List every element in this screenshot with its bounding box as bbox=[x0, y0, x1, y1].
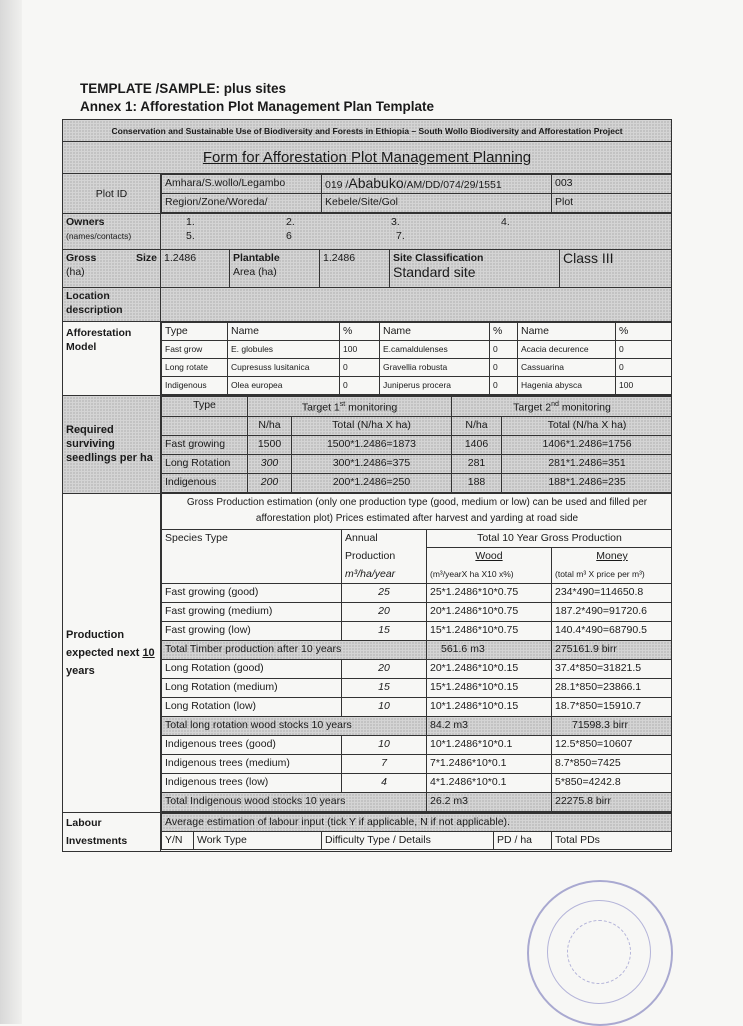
req-cell[interactable]: 200*1.2486=250 bbox=[292, 473, 452, 492]
aff-cell: Indigenous bbox=[162, 377, 228, 395]
aff-cell[interactable]: Juniperus procera bbox=[380, 377, 490, 395]
aff-cell[interactable]: 0 bbox=[490, 377, 518, 395]
req-cell: Indigenous bbox=[162, 473, 248, 492]
production-note: Gross Production estimation (only one production type (good, medium or low) can be used and filled per afforestation plot) Prices estimated after harvest and yarding at road side bbox=[162, 494, 672, 530]
aff-h-pct1: % bbox=[340, 323, 380, 341]
aff-cell[interactable]: 0 bbox=[340, 377, 380, 395]
aff-cell[interactable]: 0 bbox=[616, 341, 672, 359]
prod-annual[interactable]: 20 bbox=[342, 603, 427, 622]
prod-species: Long Rotation (low) bbox=[162, 698, 342, 717]
afforestation-row bbox=[162, 359, 672, 377]
production-row bbox=[162, 584, 672, 603]
prod-total-money[interactable]: 275161.9 birr bbox=[552, 641, 672, 660]
aff-h-type: Type bbox=[162, 323, 228, 341]
labour-col-work: Work Type bbox=[194, 832, 322, 850]
required-label: Required surviving seedlings per ha bbox=[63, 396, 161, 494]
aff-cell[interactable]: E.camaldulenses bbox=[380, 341, 490, 359]
production-label-num: 10 bbox=[142, 646, 155, 659]
production-row bbox=[162, 774, 672, 793]
plot-id-label: Plot ID bbox=[63, 174, 161, 214]
owners-label-cell bbox=[63, 214, 161, 250]
aff-cell[interactable]: Gravellia robusta bbox=[380, 359, 490, 377]
target1-sup: st bbox=[339, 401, 346, 408]
prod-money[interactable]: 37.4*850=31821.5 bbox=[552, 660, 672, 679]
annual-header-a: Annual bbox=[342, 530, 427, 548]
plantable-label: Plantable bbox=[233, 252, 280, 264]
aff-cell[interactable]: Acacia decurence bbox=[518, 341, 616, 359]
kebele-label: Kebele/Site/Gol bbox=[322, 194, 552, 213]
prod-species: Fast growing (good) bbox=[162, 584, 342, 603]
wood-sub-header: (m³/yearX ha X10 x%) bbox=[427, 566, 552, 584]
site-class-value: Standard site bbox=[393, 264, 476, 280]
annual-header-b: Production bbox=[342, 548, 427, 566]
annual-header-c: m³/ha/year bbox=[342, 566, 427, 584]
stamp-center bbox=[567, 920, 631, 984]
aff-h-pct2: % bbox=[490, 323, 518, 341]
aff-cell[interactable]: 100 bbox=[340, 341, 380, 359]
labour-label-a: Labour bbox=[66, 817, 102, 829]
prod-total-wood[interactable]: 26.2 m3 bbox=[427, 793, 552, 812]
prod-total-label: Total Timber production after 10 years bbox=[162, 641, 427, 660]
prod-wood[interactable]: 15*1.2486*10*0.75 bbox=[427, 622, 552, 641]
money-sub-header: (total m³ X price per m³) bbox=[552, 566, 672, 584]
template-sample-title: TEMPLATE /SAMPLE: plus sites bbox=[80, 81, 287, 96]
production-row bbox=[162, 679, 672, 698]
plantable-sublabel: Area (ha) bbox=[233, 266, 277, 278]
production-label bbox=[63, 493, 161, 813]
region-label: Region/Zone/Woreda/ bbox=[162, 194, 322, 213]
afforestation-header-row bbox=[162, 323, 672, 341]
gross-label-b: Size bbox=[135, 252, 157, 264]
official-stamp bbox=[527, 880, 673, 1026]
gross-size-label bbox=[63, 250, 161, 288]
aff-h-name3: Name bbox=[518, 323, 616, 341]
prod-total-money[interactable]: 71598.3 birr bbox=[552, 717, 672, 736]
production-label-a: Production expected next bbox=[66, 628, 140, 659]
prod-wood[interactable]: 4*1.2486*10*0.1 bbox=[427, 774, 552, 793]
afforestation-table bbox=[161, 322, 672, 395]
prod-wood[interactable]: 25*1.2486*10*0.75 bbox=[427, 584, 552, 603]
location-label: Location description bbox=[63, 288, 161, 322]
money-header: Money bbox=[552, 548, 672, 566]
aff-cell[interactable]: 0 bbox=[490, 359, 518, 377]
target2-prefix: Target 2 bbox=[513, 401, 552, 414]
plot-value[interactable]: 003 bbox=[552, 175, 672, 194]
owners-field[interactable] bbox=[161, 214, 672, 250]
target2-sup: nd bbox=[551, 401, 559, 408]
gross-label-a: Gross bbox=[66, 252, 97, 264]
page-edge-shadow bbox=[0, 0, 22, 1024]
req-cell[interactable]: 281*1.2486=351 bbox=[502, 454, 672, 473]
aff-cell[interactable]: 100 bbox=[616, 377, 672, 395]
labour-label-cell bbox=[63, 813, 161, 852]
aff-h-name2: Name bbox=[380, 323, 490, 341]
labour-note: Average estimation of labour input (tick Y if applicable, N if not applicable). bbox=[162, 814, 672, 832]
req-cell[interactable]: 281 bbox=[452, 454, 502, 473]
prod-wood[interactable]: 10*1.2486*10*0.1 bbox=[427, 736, 552, 755]
region-value[interactable]: Amhara/S.wollo/Legambo bbox=[162, 175, 322, 194]
required-row bbox=[162, 454, 672, 473]
aff-cell: Long rotate bbox=[162, 359, 228, 377]
req-cell[interactable]: 188 bbox=[452, 473, 502, 492]
prod-money[interactable]: 5*850=4242.8 bbox=[552, 774, 672, 793]
aff-h-name1: Name bbox=[228, 323, 340, 341]
aff-cell[interactable]: Cassuarina bbox=[518, 359, 616, 377]
req-cell[interactable]: 1500*1.2486=1873 bbox=[292, 435, 452, 454]
prod-species: Fast growing (medium) bbox=[162, 603, 342, 622]
total-header-1: Total (N/ha X ha) bbox=[292, 416, 452, 435]
prod-money[interactable]: 18.7*850=15910.7 bbox=[552, 698, 672, 717]
prod-species: Indigenous trees (low) bbox=[162, 774, 342, 793]
req-cell[interactable]: 300 bbox=[248, 454, 292, 473]
required-table bbox=[161, 396, 672, 493]
plot-id-table bbox=[161, 174, 672, 213]
prod-money[interactable]: 28.1*850=23866.1 bbox=[552, 679, 672, 698]
site-class-cell[interactable] bbox=[390, 250, 560, 288]
prod-wood[interactable]: 7*1.2486*10*0.1 bbox=[427, 755, 552, 774]
prod-money[interactable]: 234*490=114650.8 bbox=[552, 584, 672, 603]
labour-col-yn: Y/N bbox=[162, 832, 194, 850]
prod-annual[interactable]: 15 bbox=[342, 679, 427, 698]
target1-prefix: Target 1 bbox=[301, 401, 340, 414]
labour-col-pd: PD / ha bbox=[494, 832, 552, 850]
kebele-main: Ababuko bbox=[348, 175, 404, 191]
prod-annual[interactable]: 7 bbox=[342, 755, 427, 774]
prod-annual[interactable]: 10 bbox=[342, 736, 427, 755]
production-row bbox=[162, 755, 672, 774]
production-total-row bbox=[162, 717, 672, 736]
owner-5: 5. bbox=[186, 230, 195, 242]
document-header bbox=[80, 80, 434, 116]
production-row bbox=[162, 603, 672, 622]
req-cell[interactable]: 1500 bbox=[248, 435, 292, 454]
production-row bbox=[162, 698, 672, 717]
req-cell: Fast growing bbox=[162, 435, 248, 454]
plot-management-form bbox=[62, 119, 672, 852]
plantable-value[interactable]: 1.2486 bbox=[320, 250, 390, 288]
prod-wood[interactable]: 20*1.2486*10*0.75 bbox=[427, 603, 552, 622]
prod-total-wood[interactable]: 84.2 m3 bbox=[427, 717, 552, 736]
prod-wood[interactable]: 10*1.2486*10*0.15 bbox=[427, 698, 552, 717]
nha-header-1: N/ha bbox=[248, 416, 292, 435]
aff-cell[interactable]: 0 bbox=[340, 359, 380, 377]
prod-money[interactable]: 8.7*850=7425 bbox=[552, 755, 672, 774]
prod-annual[interactable]: 10 bbox=[342, 698, 427, 717]
prod-total-label: Total Indigenous wood stocks 10 years bbox=[162, 793, 427, 812]
aff-h-pct3: % bbox=[616, 323, 672, 341]
prod-annual[interactable]: 15 bbox=[342, 622, 427, 641]
prod-annual[interactable]: 25 bbox=[342, 584, 427, 603]
kebele-suffix: /AM/DD/074/29/1551 bbox=[403, 179, 502, 191]
owner-7: 7. bbox=[396, 230, 405, 242]
required-row bbox=[162, 435, 672, 454]
production-label-b: years bbox=[66, 664, 95, 677]
production-row bbox=[162, 660, 672, 679]
req-cell[interactable]: 1406 bbox=[452, 435, 502, 454]
total-10yr-header: Total 10 Year Gross Production bbox=[427, 530, 672, 548]
prod-total-label: Total long rotation wood stocks 10 years bbox=[162, 717, 427, 736]
production-total-row bbox=[162, 793, 672, 812]
prod-money[interactable]: 140.4*490=68790.5 bbox=[552, 622, 672, 641]
prod-annual[interactable]: 20 bbox=[342, 660, 427, 679]
form-title: Form for Afforestation Plot Management Planning bbox=[63, 142, 672, 174]
prod-species: Long Rotation (good) bbox=[162, 660, 342, 679]
species-header: Species Type bbox=[162, 530, 342, 548]
target2-header bbox=[452, 397, 672, 417]
gross-label-c: (ha) bbox=[66, 266, 85, 278]
owners-label: Owners bbox=[66, 216, 105, 228]
req-type-header: Type bbox=[162, 397, 248, 417]
project-name: Conservation and Sustainable Use of Biodiversity and Forests in Ethiopia – South Wollo Biodiversity and Afforestation Project bbox=[63, 120, 672, 142]
production-total-row bbox=[162, 641, 672, 660]
species-header-spacer bbox=[162, 548, 342, 566]
prod-species: Indigenous trees (medium) bbox=[162, 755, 342, 774]
aff-cell: Fast grow bbox=[162, 341, 228, 359]
labour-col-total: Total PDs bbox=[552, 832, 672, 850]
owner-3: 3. bbox=[391, 216, 400, 228]
req-cell[interactable]: 300*1.2486=375 bbox=[292, 454, 452, 473]
total-header-2: Total (N/ha X ha) bbox=[502, 416, 672, 435]
wood-header: Wood bbox=[427, 548, 552, 566]
target1-header bbox=[248, 397, 452, 417]
afforestation-row bbox=[162, 377, 672, 395]
req-cell[interactable]: 200 bbox=[248, 473, 292, 492]
afforestation-label: Afforestation Model bbox=[63, 322, 161, 396]
req-cell: Long Rotation bbox=[162, 454, 248, 473]
prod-wood[interactable]: 20*1.2486*10*0.15 bbox=[427, 660, 552, 679]
labour-table bbox=[161, 813, 672, 850]
production-row bbox=[162, 622, 672, 641]
labour-label-b: Investments bbox=[66, 835, 128, 847]
req-cell[interactable]: 1406*1.2486=1756 bbox=[502, 435, 672, 454]
aff-cell[interactable]: E. globules bbox=[228, 341, 340, 359]
species-header-spacer-2 bbox=[162, 566, 342, 584]
prod-total-wood[interactable]: 561.6 m3 bbox=[427, 641, 552, 660]
plantable-label-cell bbox=[230, 250, 320, 288]
gross-size-value[interactable]: 1.2486 bbox=[161, 250, 230, 288]
req-empty bbox=[162, 416, 248, 435]
kebele-prefix: 019 / bbox=[325, 179, 349, 191]
target1-suffix: monitoring bbox=[345, 401, 398, 414]
site-class-label: Site Classification bbox=[393, 252, 484, 264]
prod-total-money[interactable]: 22275.8 birr bbox=[552, 793, 672, 812]
labour-col-difficulty: Difficulty Type / Details bbox=[322, 832, 494, 850]
target2-suffix: monitoring bbox=[558, 401, 611, 414]
kebele-value[interactable] bbox=[322, 175, 552, 194]
prod-annual[interactable]: 4 bbox=[342, 774, 427, 793]
production-row bbox=[162, 736, 672, 755]
aff-cell[interactable]: 0 bbox=[616, 359, 672, 377]
req-cell[interactable]: 188*1.2486=235 bbox=[502, 473, 672, 492]
prod-wood[interactable]: 15*1.2486*10*0.15 bbox=[427, 679, 552, 698]
aff-cell[interactable]: Cupresuss lusitanica bbox=[228, 359, 340, 377]
aff-cell[interactable]: Hagenia abysca bbox=[518, 377, 616, 395]
class-value[interactable]: Class III bbox=[560, 250, 672, 288]
owners-sublabel: (names/contacts) bbox=[66, 231, 132, 241]
afforestation-row bbox=[162, 341, 672, 359]
prod-species: Fast growing (low) bbox=[162, 622, 342, 641]
aff-cell[interactable]: Olea europea bbox=[228, 377, 340, 395]
prod-money[interactable]: 187.2*490=91720.6 bbox=[552, 603, 672, 622]
owner-6: 6 bbox=[286, 230, 292, 242]
annex-title: Annex 1: Afforestation Plot Management Plan Template bbox=[80, 99, 435, 114]
nha-header-2: N/ha bbox=[452, 416, 502, 435]
prod-species: Indigenous trees (good) bbox=[162, 736, 342, 755]
production-table bbox=[161, 494, 672, 813]
aff-cell[interactable]: 0 bbox=[490, 341, 518, 359]
location-field[interactable] bbox=[161, 288, 672, 322]
plot-label: Plot bbox=[552, 194, 672, 213]
owner-4: 4. bbox=[501, 216, 510, 228]
prod-species: Long Rotation (medium) bbox=[162, 679, 342, 698]
required-row bbox=[162, 473, 672, 492]
owner-1: 1. bbox=[186, 216, 195, 228]
prod-money[interactable]: 12.5*850=10607 bbox=[552, 736, 672, 755]
owner-2: 2. bbox=[286, 216, 295, 228]
